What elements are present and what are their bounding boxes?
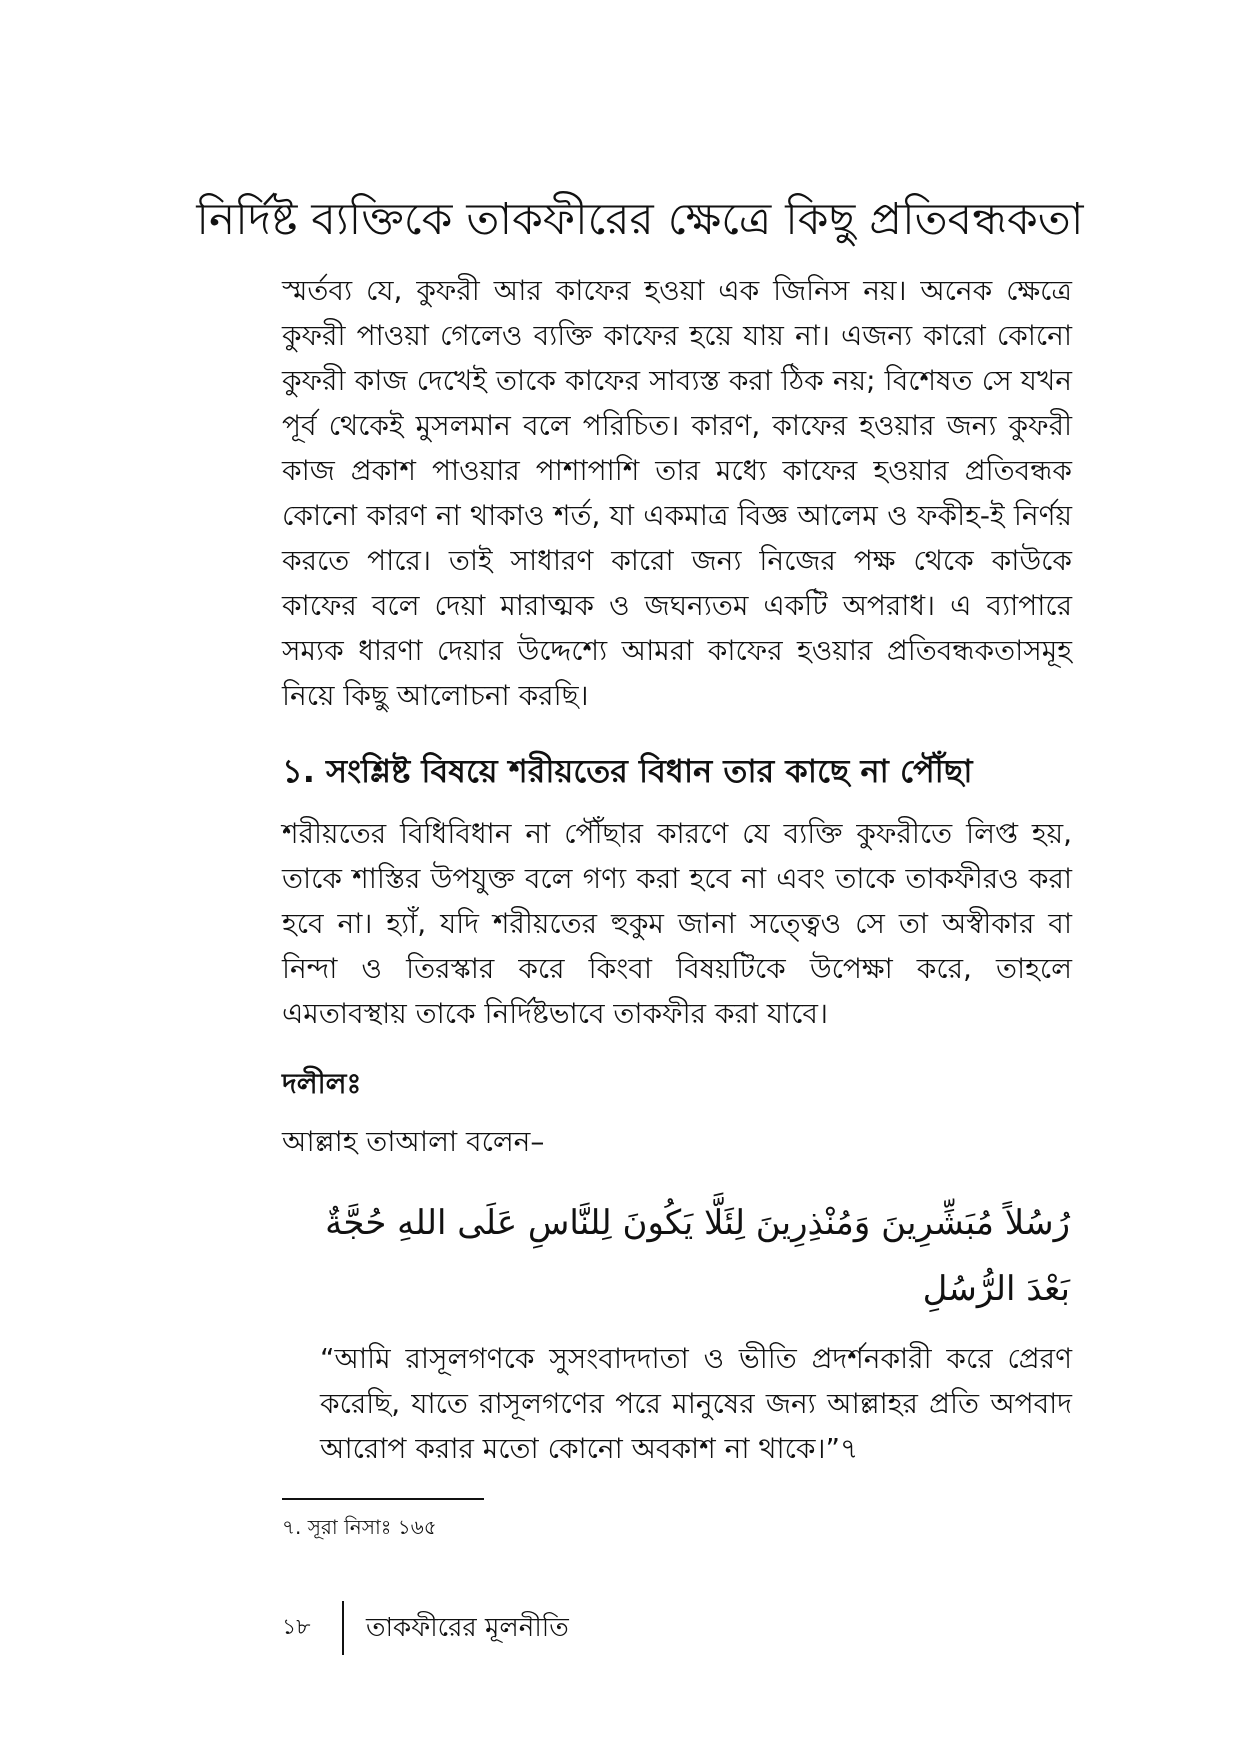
evidence-label: দলীলঃ xyxy=(282,1067,362,1100)
intro-paragraph: স্মর্তব্য যে, কুফরী আর কাফের হওয়া এক জিনিস নয়। অনেক ক্ষেত্রে কুফরী পাওয়া গেলেও ব্যক্তি কাফের হয়ে যায় না। এজন্য কারো কোনো কুফরী কাজ দেখেই তাকে কাফের সাব্যস্ত করা ঠিক নয়; বিশেষত সে যখন পূর্ব থেকেই মুসলমান বলে পরিচিত। কারণ, কাফের হওয়ার জন্য কুফরী কাজ প্রকাশ পাওয়ার পাশাপাশি তার মধ্যে কাফের হওয়ার প্রতিবন্ধক কোনো কারণ না থাকাও শর্ত, যা একমাত্র বিজ্ঞ আলেম ও ফকীহ-ই নির্ণয় করতে পারে। তাই সাধারণ কারো জন্য নিজের পক্ষ থেকে কাউকে কাফের বলে দেয়া মারাত্মক ও জঘন্যতম একটি অপরাধ। এ ব্যাপারে সম্যক ধারণা দেয়ার উদ্দেশ্যে আমরা কাফের হওয়ার প্রতিবন্ধকতাসমূহ নিয়ে কিছু আলোচনা করছি। xyxy=(282,274,1072,712)
evidence-intro: আল্লাহ তাআলা বলেন– xyxy=(282,1125,545,1158)
verse-translation: “আমি রাসূলগণকে সুসংবাদদাতা ও ভীতি প্রদর্শনকারী করে প্রেরণ করেছি, যাতে রাসূলগণের পরে মানুষের জন্য আল্লাহর প্রতি অপবাদ আরোপ করার মতো কোনো অবকাশ না থাকে।”৭ xyxy=(320,1342,1072,1465)
section-heading: ১. সংশ্লিষ্ট বিষয়ে শরীয়তের বিধান তার কাছে না পৌঁছা xyxy=(282,752,973,790)
section-paragraph: শরীয়তের বিধিবিধান না পৌঁছার কারণে যে ব্যক্তি কুফরীতে লিপ্ত হয়, তাকে শাস্তির উপযুক্ত বলে গণ্য করা হবে না এবং তাকে তাকফীরও করা হবে না। হ্যাঁ, যদি শরীয়তের হুকুম জানা সত্ত্বেও সে তা অস্বীকার বা নিন্দা ও তিরস্কার করে কিংবা বিষয়টিকে উপেক্ষা করে, তাহলে এমতাবস্থায় তাকে নির্দিষ্টভাবে তাকফীর করা যাবে। xyxy=(282,817,1072,1030)
chapter-title: নির্দিষ্ট ব্যক্তিকে তাকফীরের ক্ষেত্রে কিছু প্রতিবন্ধকতা xyxy=(196,194,1084,245)
footnote: ৭. সূরা নিসাঃ ১৬৫ xyxy=(282,1515,437,1539)
footnote-divider xyxy=(282,1498,484,1500)
footer-divider xyxy=(342,1601,344,1655)
arabic-verse: رُسُلاً مُبَشِّرِينَ وَمُنْذِرِينَ لِئَلَّا يَكُونَ لِلنَّاسِ عَلَى اللهِ حُجَّةٌ بَعْدَ الرُّسُلِ xyxy=(325,1203,1070,1309)
page-number: ১৮ xyxy=(282,1615,311,1640)
running-title: তাকফীরের মূলনীতি xyxy=(366,1613,569,1643)
page-footer xyxy=(282,1600,569,1656)
